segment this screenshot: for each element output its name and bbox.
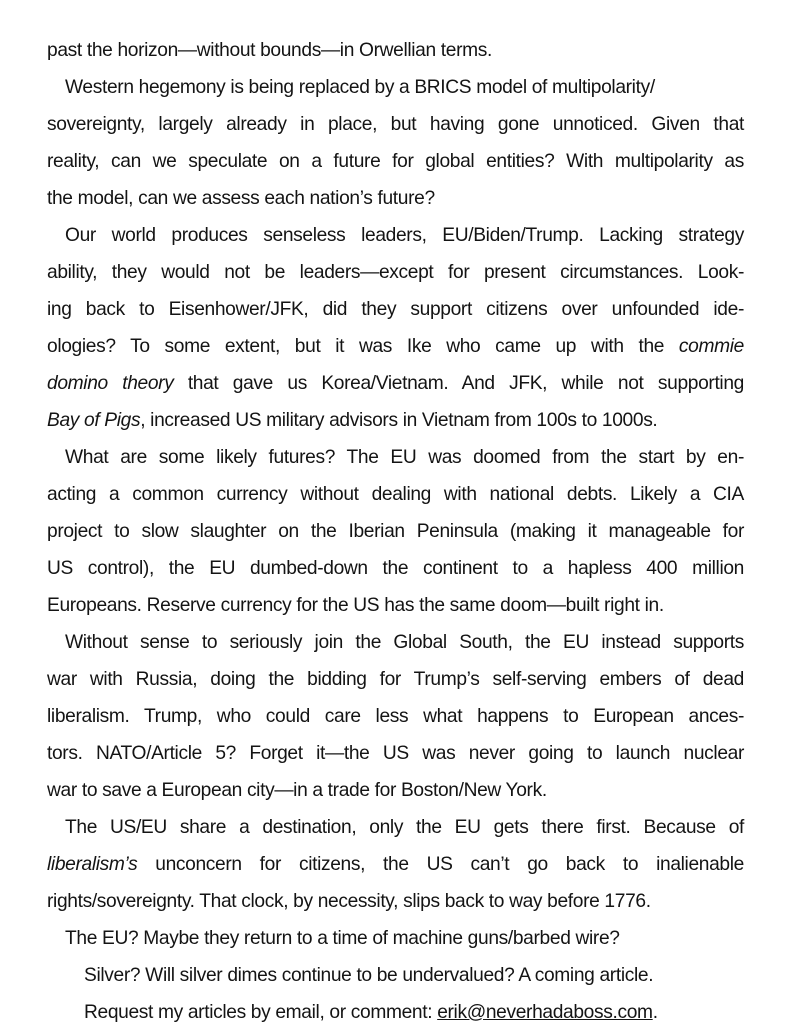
text-segment: tors. NATO/Article 5? Forget it—the US was never going to launch nuclear (47, 743, 744, 764)
italic-text: Bay of Pigs (47, 410, 141, 431)
text-segment: ability, they would not be leaders—except for present circumstances. Look- (47, 262, 744, 283)
text-line (47, 698, 744, 735)
text-segment: that gave us Korea/Vietnam. And JFK, while not supporting (173, 373, 744, 394)
text-line (47, 624, 744, 661)
text-segment: acting a common currency without dealing with national debts. Likely a CIA (47, 484, 744, 505)
text-line (47, 143, 744, 180)
text-line (47, 365, 744, 402)
text-line (47, 291, 744, 328)
italic-text: domino theory (47, 373, 174, 394)
text-segment: The EU? Maybe they return to a time of machine guns/barbed wire? (65, 928, 620, 949)
text-line (47, 69, 744, 106)
article-body (47, 32, 744, 994)
text-segment: war with Russia, doing the bidding for Trump’s self-serving embers of dead (47, 669, 744, 690)
text-segment: ologies? To some extent, but it was Ike who came up with the (47, 336, 679, 357)
text-segment: Our world produces senseless leaders, EU/Biden/Trump. Lacking strategy (65, 225, 744, 246)
text-segment: past the horizon—without bounds—in Orwellian terms. (47, 40, 493, 61)
text-segment: Silver? Will silver dimes continue to be undervalued? A coming article. (84, 965, 654, 986)
text-line (47, 550, 744, 587)
text-segment: Western hegemony is being replaced by a BRICS model of multipolarity/ (65, 77, 655, 98)
text-segment: What are some likely futures? The EU was doomed from the start by en- (65, 447, 744, 468)
text-line (47, 513, 744, 550)
text-line (47, 661, 744, 698)
italic-text: commie (678, 336, 744, 357)
text-line (47, 587, 744, 624)
text-line (47, 217, 744, 254)
italic-text: liberalism’s (47, 854, 138, 875)
text-segment: US control), the EU dumbed-down the continent to a hapless 400 million (47, 558, 744, 579)
text-line (47, 402, 744, 439)
text-line (47, 439, 744, 476)
text-segment: unconcern for citizens, the US can’t go back to inalienable (137, 854, 744, 875)
text-line (47, 846, 744, 883)
text-segment: liberalism. Trump, who could care less what happens to European ances- (47, 706, 744, 727)
text-line (47, 106, 744, 143)
text-line (47, 957, 744, 994)
text-segment: war to save a European city—in a trade for Boston/New York. (47, 780, 547, 801)
text-segment: sovereignty, largely already in place, but having gone unnoticed. Given that (47, 114, 744, 135)
text-line (47, 772, 744, 809)
text-line (47, 328, 744, 365)
text-segment: , increased US military advisors in Vietnam from 100s to 1000s. (140, 410, 658, 431)
text-line (47, 476, 744, 513)
contact-line (47, 994, 744, 1031)
text-segment: reality, can we speculate on a future for global entities? With multipolarity as (47, 151, 744, 172)
text-line (47, 32, 744, 69)
text-line (47, 735, 744, 772)
email-link[interactable]: erik@neverhadaboss.com (437, 1002, 653, 1023)
text-line (47, 809, 744, 846)
text-line (47, 254, 744, 291)
contact-suffix: . (652, 1002, 658, 1023)
text-line (47, 180, 744, 217)
text-segment: The US/EU share a destination, only the EU gets there first. Because of (65, 817, 744, 838)
text-line (47, 883, 744, 920)
text-segment: Without sense to seriously join the Global South, the EU instead supports (65, 632, 744, 653)
text-segment: ing back to Eisenhower/JFK, did they support citizens over unfounded ide- (47, 299, 744, 320)
text-segment: the model, can we assess each nation’s future? (47, 188, 435, 209)
text-line (47, 920, 744, 957)
text-segment: project to slow slaughter on the Iberian Peninsula (making it manageable for (47, 521, 744, 542)
article-page (47, 32, 744, 1031)
contact-prefix: Request my articles by email, or comment: (84, 1002, 438, 1023)
text-segment: Europeans. Reserve currency for the US has the same doom—built right in. (47, 595, 664, 616)
text-segment: rights/sovereignty. That clock, by necessity, slips back to way before 1776. (47, 891, 651, 912)
